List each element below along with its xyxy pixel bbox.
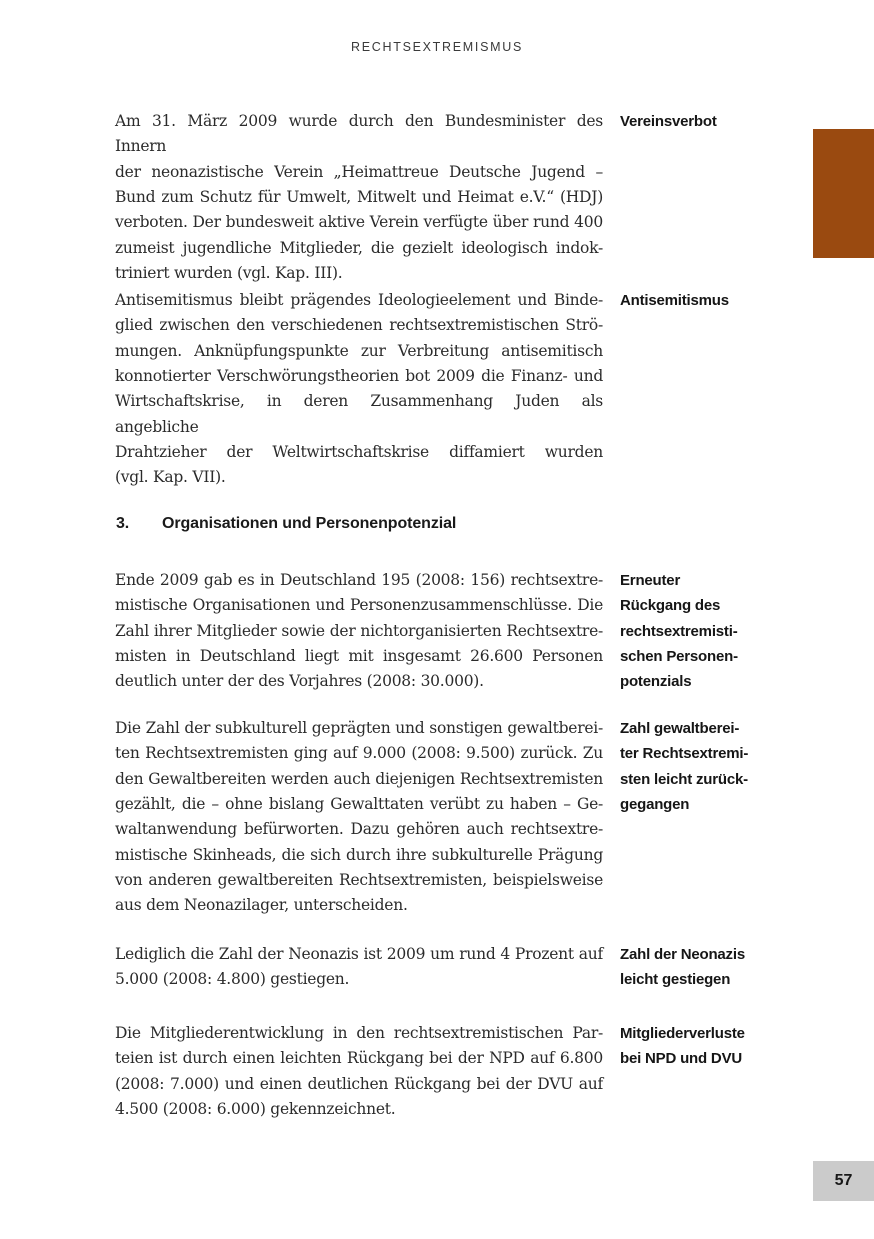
section-title: Organisationen und Personenpotenzial xyxy=(162,515,457,532)
margin-note xyxy=(620,568,810,695)
text-line: von anderen gewaltbereiten Rechtsextremisten, beispielsweise xyxy=(115,870,603,889)
text-line: der neonazistische Verein „Heimattreue Deutsche Jugend – xyxy=(115,162,603,181)
body-paragraph xyxy=(115,1021,603,1122)
running-header: RECHTSEXTREMISMUS xyxy=(351,40,523,54)
text-line: waltanwendung befürworten. Dazu gehören auch rechtsextre- xyxy=(115,820,603,839)
text-line: Am 31. März 2009 wurde durch den Bundesminister des Innern xyxy=(115,112,603,156)
text-line: Bund zum Schutz für Umwelt, Mitwelt und Heimat e.V.“ (HDJ) xyxy=(115,187,603,206)
text-line: mistische Skinheads, die sich durch ihre subkulturelle Prägung xyxy=(115,845,603,864)
text-line: gegangen xyxy=(620,795,690,813)
text-line: Mitgliederverluste xyxy=(620,1025,745,1042)
text-line: ter Rechtsextremi- xyxy=(620,745,749,763)
body-paragraph xyxy=(115,568,603,695)
text-line: leicht gestiegen xyxy=(620,971,731,989)
text-line: Rückgang des xyxy=(620,597,721,615)
text-line: triniert wurden (vgl. Kap. III). xyxy=(115,263,343,282)
section-heading xyxy=(116,515,456,533)
text-line: Zahl der Neonazis xyxy=(620,946,745,963)
text-line: deutlich unter der des Vorjahres (2008: 30.000). xyxy=(115,672,484,691)
body-paragraph xyxy=(115,109,603,286)
text-line: Die Mitgliederentwicklung in den rechtsextremistischen Par- xyxy=(115,1024,603,1042)
text-line: mungen. Anknüpfungspunkte zur Verbreitung antisemitisch xyxy=(115,341,603,360)
text-line: 5.000 (2008: 4.800) gestiegen. xyxy=(115,970,350,989)
text-line: (vgl. Kap. VII). xyxy=(115,468,226,487)
text-line: rechtsextremisti- xyxy=(620,622,738,640)
text-line: gezählt, die – ohne bislang Gewalttaten verübt zu haben – Ge- xyxy=(115,794,603,813)
body-paragraph xyxy=(115,942,603,993)
text-line: Lediglich die Zahl der Neonazis ist 2009 um rund 4 Prozent auf xyxy=(115,945,603,963)
text-line: konnotierter Verschwörungstheorien bot 2009 die Finanz- und xyxy=(115,366,603,385)
text-line: mistische Organisationen und Personenzusammenschlüsse. Die xyxy=(115,596,603,615)
section-number: 3. xyxy=(116,515,130,532)
text-line: aus dem Neonazilager, unterscheiden. xyxy=(115,896,408,915)
body-paragraph xyxy=(115,716,603,919)
text-line: Erneuter xyxy=(620,572,681,589)
text-line: Antisemitismus xyxy=(620,292,729,309)
margin-note xyxy=(620,716,810,817)
text-line: Wirtschaftskrise, in deren Zusammenhang Juden als angebliche xyxy=(115,392,603,436)
text-line: teien ist durch einen leichten Rückgang bei der NPD auf 6.800 xyxy=(115,1049,603,1068)
text-line: potenzials xyxy=(620,673,692,691)
body-paragraph xyxy=(115,288,603,491)
text-line: Zahl gewaltberei- xyxy=(620,720,740,737)
margin-note xyxy=(620,109,810,134)
text-line: Vereinsverbot xyxy=(620,113,717,130)
text-line: glied zwischen den verschiedenen rechtsextremistischen Strö- xyxy=(115,316,603,335)
text-line: schen Personen- xyxy=(620,647,738,665)
page-number-box xyxy=(813,1161,874,1201)
text-line: 4.500 (2008: 6.000) gekennzeichnet. xyxy=(115,1099,396,1118)
text-line: zumeist jugendliche Mitglieder, die gezielt ideologisch indok- xyxy=(115,238,603,257)
text-line: bei NPD und DVU xyxy=(620,1050,743,1068)
page-number: 57 xyxy=(834,1172,853,1189)
text-line: Ende 2009 gab es in Deutschland 195 (2008: 156) rechtsextre- xyxy=(115,571,603,589)
text-line: verboten. Der bundesweit aktive Verein verfügte über rund 400 xyxy=(115,213,603,232)
text-line: Zahl ihrer Mitglieder sowie der nichtorganisierten Rechtsextre- xyxy=(115,621,603,640)
text-line: misten in Deutschland liegt mit insgesamt 26.600 Personen xyxy=(115,646,603,665)
margin-note xyxy=(620,942,810,993)
text-line: sten leicht zurück- xyxy=(620,770,748,788)
text-line: den Gewaltbereiten werden auch diejenigen Rechtsextremisten xyxy=(115,769,603,788)
text-line: Antisemitismus bleibt prägendes Ideologieelement und Binde- xyxy=(115,291,603,309)
text-line: ten Rechtsextremisten ging auf 9.000 (2008: 9.500) zurück. Zu xyxy=(115,744,603,763)
text-line: (2008: 7.000) und einen deutlichen Rückgang bei der DVU auf xyxy=(115,1074,603,1093)
margin-note xyxy=(620,1021,810,1072)
chapter-edge-tab xyxy=(813,129,874,258)
text-line: Drahtzieher der Weltwirtschaftskrise diffamiert wurden xyxy=(115,442,603,461)
margin-note xyxy=(620,288,810,313)
text-line: Die Zahl der subkulturell geprägten und sonstigen gewaltberei- xyxy=(115,719,603,737)
